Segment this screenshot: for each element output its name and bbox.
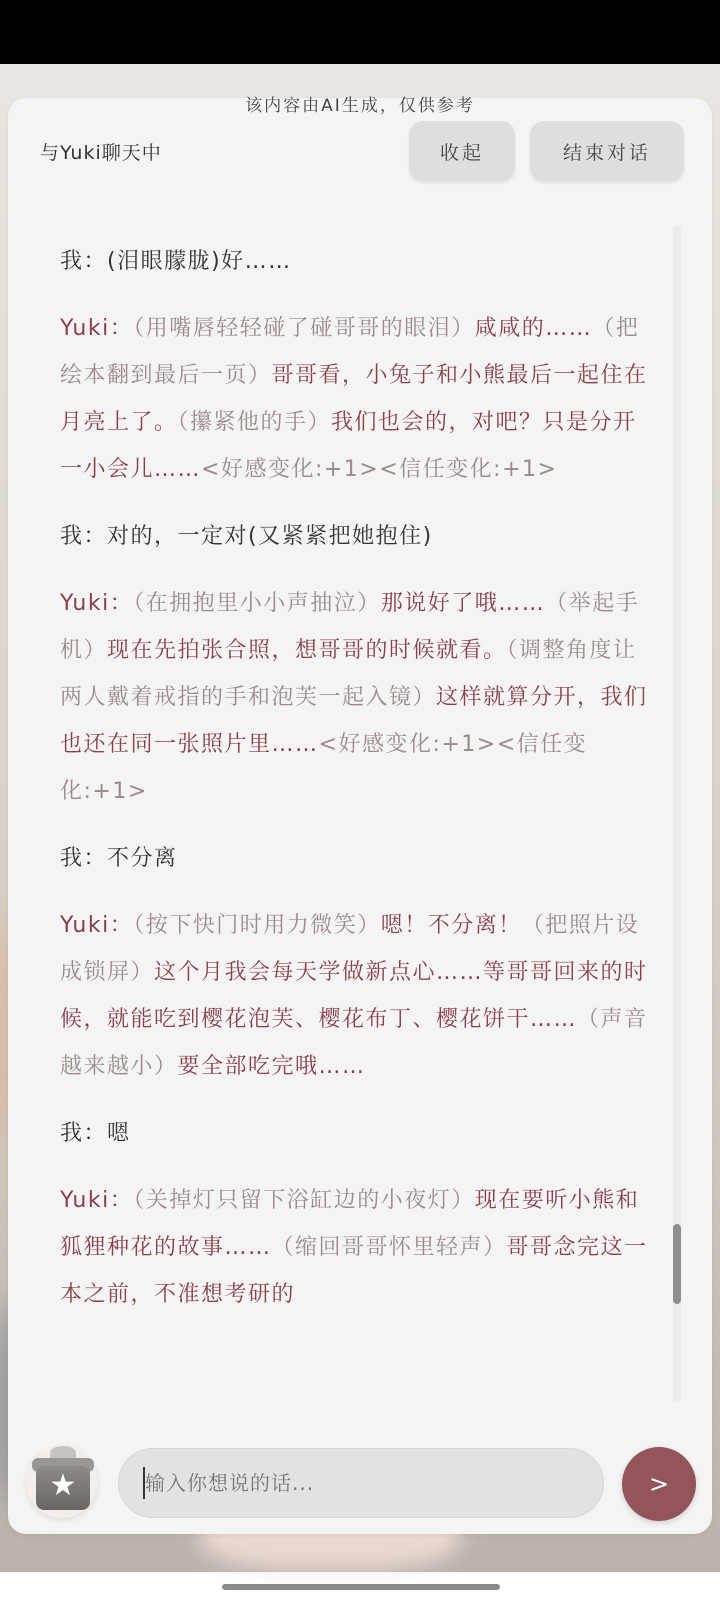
affinity-change: <好感变化:+1><信任变化:+1> bbox=[201, 457, 558, 482]
message-list[interactable] bbox=[60, 238, 650, 1398]
home-indicator[interactable] bbox=[222, 1584, 500, 1590]
message-action: （声音越来越小） bbox=[60, 1007, 648, 1079]
message-text: 对的，一定对(又紧紧把她抱住) bbox=[107, 524, 433, 549]
end-chat-button[interactable]: 结束对话 bbox=[530, 121, 684, 181]
status-bar bbox=[0, 0, 720, 64]
message-sender: Yuki： bbox=[60, 591, 134, 616]
message-text: 不分离 bbox=[107, 846, 178, 871]
message-action: （攥紧他的手） bbox=[177, 410, 332, 435]
affinity-change: <好感变化:+1><信任变化:+1> bbox=[60, 732, 588, 804]
message-action: （用嘴唇轻轻碰了碰哥哥的眼泪） bbox=[133, 316, 475, 341]
message-speech: 哥哥念完这一本之前，不准想考研的 bbox=[60, 1235, 648, 1307]
message-sender: Yuki： bbox=[60, 1188, 134, 1213]
message-text: (泪眼朦胧)好…… bbox=[107, 249, 292, 274]
message-action: （把绘本翻到最后一页） bbox=[60, 316, 640, 388]
yuki-message bbox=[60, 902, 650, 1090]
message-sender: 我： bbox=[60, 249, 108, 274]
message-action: （关掉灯只留下浴缸边的小夜灯） bbox=[133, 1188, 475, 1213]
message-speech: 咸咸的…… bbox=[474, 316, 593, 341]
message-input[interactable] bbox=[118, 1448, 604, 1518]
message-speech: 哥哥看，小兔子和小熊最后一起住在月亮上了。 bbox=[60, 363, 648, 435]
message-speech: 我们也会的，对吧？只是分开一小会儿…… bbox=[60, 410, 637, 482]
message-action: （按下快门时用力微笑） bbox=[133, 913, 381, 938]
star-icon: ★ bbox=[49, 1468, 77, 1503]
collapse-button[interactable]: 收起 bbox=[409, 121, 515, 181]
message-speech: 这样就算分开，我们也还在同一张照片里…… bbox=[60, 685, 648, 757]
message-speech: 现在先拍张合照，想哥哥的时候就看。 bbox=[107, 638, 507, 663]
chat-title: 与Yuki聊天中 bbox=[40, 142, 162, 164]
message-action: （在拥抱里小小声抽泣） bbox=[133, 591, 381, 616]
user-message bbox=[60, 835, 650, 882]
message-action: （缩回哥哥怀里轻声） bbox=[271, 1235, 507, 1260]
message-sender: Yuki： bbox=[60, 316, 134, 341]
user-message bbox=[60, 238, 650, 285]
ai-disclaimer: 该内容由AI生成，仅供参考 bbox=[245, 96, 475, 116]
message-action: （把照片设成锁屏） bbox=[60, 913, 640, 985]
message-speech: 嗯！不分离！ bbox=[380, 913, 522, 938]
message-action: （举起手机） bbox=[60, 591, 640, 663]
message-sender: 我： bbox=[60, 1121, 108, 1146]
message-text: 嗯 bbox=[107, 1121, 131, 1146]
message-sender: Yuki： bbox=[60, 913, 134, 938]
message-action: （调整角度让两人戴着戒指的手和泡芙一起入镜） bbox=[60, 638, 637, 710]
message-speech: 那说好了哦…… bbox=[380, 591, 546, 616]
message-sender: 我： bbox=[60, 846, 108, 871]
scrollbar-thumb[interactable] bbox=[673, 1224, 681, 1304]
message-sender: 我： bbox=[60, 524, 108, 549]
message-speech: 这个月我会每天学做新点心……等哥哥回来的时候，就能吃到樱花泡芙、樱花布丁、樱花饼干…… bbox=[60, 960, 648, 1032]
message-speech: 要全部吃完哦…… bbox=[177, 1054, 366, 1079]
user-message bbox=[60, 1110, 650, 1157]
send-button[interactable]: > bbox=[622, 1447, 696, 1521]
text-caret bbox=[143, 1467, 145, 1499]
yuki-message bbox=[60, 1177, 650, 1318]
yuki-message bbox=[60, 580, 650, 815]
yuki-message bbox=[60, 305, 650, 493]
user-message bbox=[60, 513, 650, 560]
message-speech: 现在要听小熊和狐狸种花的故事…… bbox=[60, 1188, 640, 1260]
